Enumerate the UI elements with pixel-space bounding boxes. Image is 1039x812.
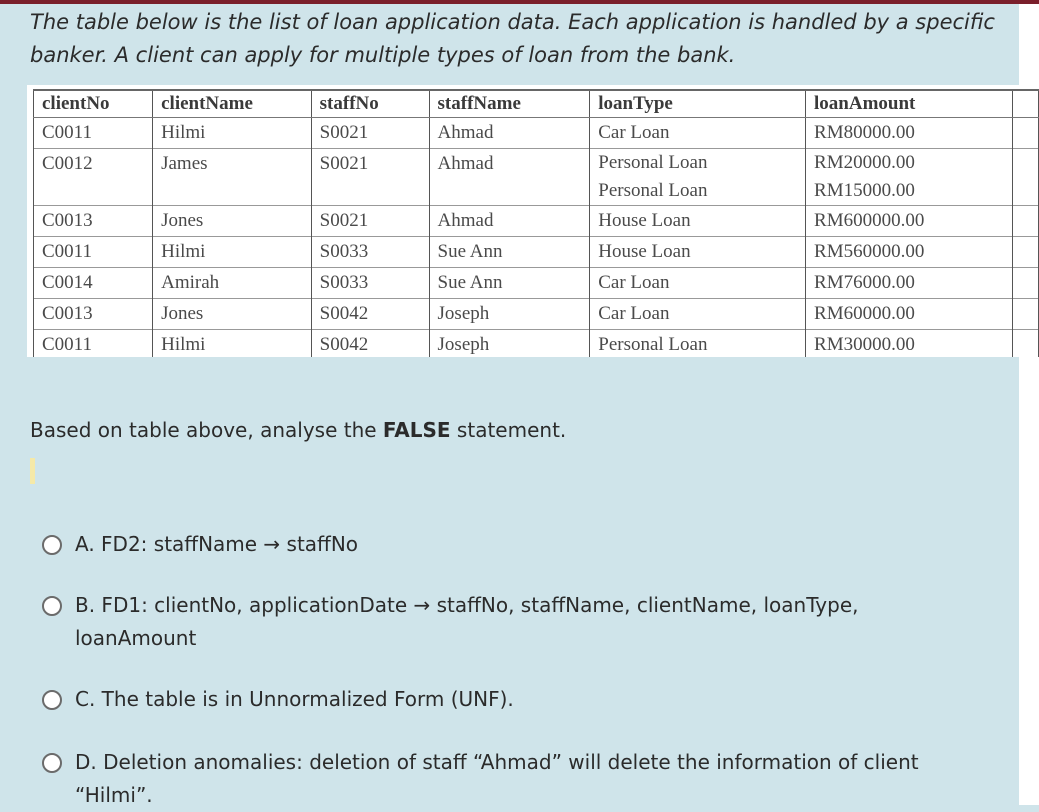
cell-clientNo: C0012 xyxy=(34,149,153,206)
cell-staffNo: S0033 xyxy=(311,268,429,299)
option-b[interactable] xyxy=(42,589,962,655)
header-clientNo: clientNo xyxy=(34,90,153,118)
loan-type-line: Personal Loan xyxy=(598,152,708,173)
table-row xyxy=(34,206,1039,237)
loan-type-line: Personal Loan xyxy=(598,180,708,201)
cell-loanType: Car Loan xyxy=(590,118,806,149)
table-row xyxy=(34,299,1039,330)
radio-button-a[interactable] xyxy=(42,535,62,555)
cell-loanAmount: RM80000.00 xyxy=(806,118,1013,149)
cell-clientName: Amirah xyxy=(153,268,312,299)
cell-staffNo: S0042 xyxy=(311,299,429,330)
question-intro: The table below is the list of loan application data. Each application is handled by a specific banker. A client can apply for multiple types of loan from the bank. xyxy=(30,10,995,67)
top-accent-bar xyxy=(0,0,1039,4)
radio-button-b[interactable] xyxy=(42,596,62,616)
text-cursor xyxy=(30,458,35,484)
cell-staffName: Joseph xyxy=(429,330,590,358)
cell-loanType: Personal Loan xyxy=(590,330,806,358)
cell-loanAmount: RM560000.00 xyxy=(806,237,1013,268)
question-prefix: Based on table above, analyse the xyxy=(30,418,383,442)
cell-extra xyxy=(1013,237,1039,268)
cell-clientName: Hilmi xyxy=(153,330,312,358)
cell-staffNo: S0021 xyxy=(311,149,429,206)
option-b-label: B. FD1: clientNo, applicationDate → staffNo, staffName, clientName, loanType, loanAmount xyxy=(75,593,859,650)
cell-extra xyxy=(1013,118,1039,149)
cell-extra xyxy=(1013,299,1039,330)
header-clientName: clientName xyxy=(153,90,312,118)
table-row xyxy=(34,268,1039,299)
cell-staffName: Joseph xyxy=(429,299,590,330)
cell-clientNo: C0011 xyxy=(34,237,153,268)
question-prompt xyxy=(30,418,566,442)
cell-loanAmount: RM600000.00 xyxy=(806,206,1013,237)
cell-staffNo: S0042 xyxy=(311,330,429,358)
table-row xyxy=(34,330,1039,358)
cell-loanAmount xyxy=(806,149,1013,206)
cell-extra xyxy=(1013,149,1039,206)
question-suffix: statement. xyxy=(450,418,567,442)
question-emphasis: FALSE xyxy=(382,418,451,442)
header-staffName: staffName xyxy=(429,90,590,118)
option-a[interactable] xyxy=(42,528,962,561)
option-c-label: C. The table is in Unnormalized Form (UNF). xyxy=(75,687,514,711)
loan-application-table xyxy=(33,89,1039,357)
header-staffNo: staffNo xyxy=(311,90,429,118)
cell-staffName: Sue Ann xyxy=(429,237,590,268)
header-extra-column xyxy=(1013,90,1039,118)
cell-clientNo: C0011 xyxy=(34,330,153,358)
cell-staffName: Ahmad xyxy=(429,149,590,206)
cell-loanType: House Loan xyxy=(590,206,806,237)
option-d-label: D. Deletion anomalies: deletion of staff “Ahmad” will delete the information of client “Hilmi”. xyxy=(75,750,919,807)
table-row xyxy=(34,118,1039,149)
option-d[interactable] xyxy=(42,746,962,812)
cell-clientNo: C0014 xyxy=(34,268,153,299)
table-row xyxy=(34,237,1039,268)
header-loanType: loanType xyxy=(590,90,806,118)
cell-loanType: Car Loan xyxy=(590,268,806,299)
cell-loanType: House Loan xyxy=(590,237,806,268)
cell-staffName: Ahmad xyxy=(429,206,590,237)
cell-clientName: James xyxy=(153,149,312,206)
cell-clientNo: C0013 xyxy=(34,206,153,237)
radio-button-c[interactable] xyxy=(42,690,62,710)
cell-loanAmount: RM30000.00 xyxy=(806,330,1013,358)
cell-loanAmount: RM60000.00 xyxy=(806,299,1013,330)
cell-clientName: Jones xyxy=(153,206,312,237)
cell-staffName: Sue Ann xyxy=(429,268,590,299)
loan-amount-line: RM15000.00 xyxy=(814,180,915,201)
loan-amount-line: RM20000.00 xyxy=(814,152,915,173)
cell-extra xyxy=(1013,206,1039,237)
cell-staffNo: S0021 xyxy=(311,118,429,149)
cell-extra xyxy=(1013,268,1039,299)
cell-clientNo: C0013 xyxy=(34,299,153,330)
cell-loanType: Car Loan xyxy=(590,299,806,330)
cell-extra xyxy=(1013,330,1039,358)
cell-loanType xyxy=(590,149,806,206)
cell-loanAmount: RM76000.00 xyxy=(806,268,1013,299)
option-a-label: A. FD2: staffName → staffNo xyxy=(75,532,359,556)
table-header-row xyxy=(34,90,1039,118)
cell-staffName: Ahmad xyxy=(429,118,590,149)
table-row xyxy=(34,149,1039,206)
cell-clientNo: C0011 xyxy=(34,118,153,149)
cell-staffNo: S0021 xyxy=(311,206,429,237)
cell-clientName: Jones xyxy=(153,299,312,330)
option-c[interactable] xyxy=(42,683,962,716)
cell-clientName: Hilmi xyxy=(153,237,312,268)
cell-staffNo: S0033 xyxy=(311,237,429,268)
loan-table-image xyxy=(27,85,1039,357)
header-loanAmount: loanAmount xyxy=(806,90,1013,118)
radio-button-d[interactable] xyxy=(42,753,62,773)
cell-clientName: Hilmi xyxy=(153,118,312,149)
